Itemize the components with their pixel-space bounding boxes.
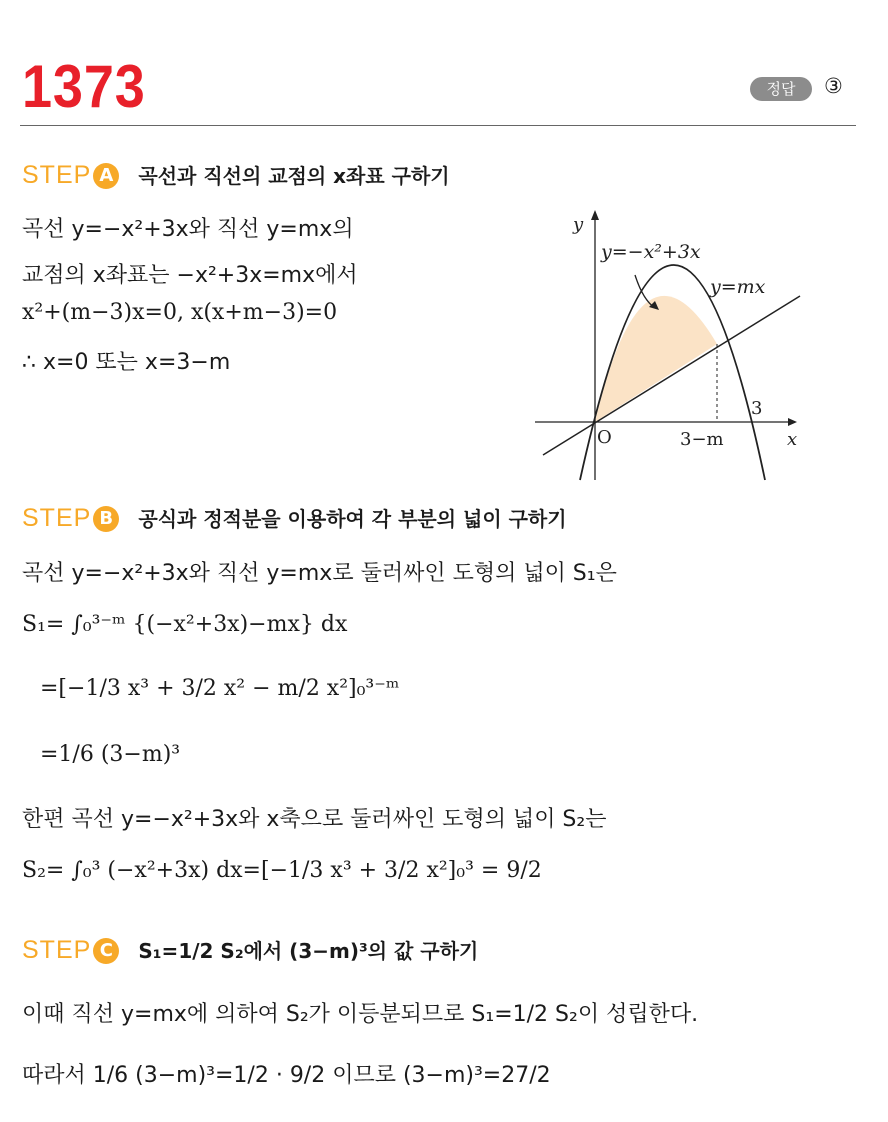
problem-number: 1373 — [22, 53, 146, 120]
step-c-header — [22, 935, 478, 965]
y-axis-label: y — [573, 214, 584, 235]
step-b-eq-3: =1/6 (3−m)³ — [40, 742, 181, 767]
step-c-line-1: 이때 직선 y=mx에 의하여 S₂가 이등분되므로 S₁=1/2 S₂이 성립한다. — [22, 1002, 699, 1027]
step-a-line-1: 곡선 y=−x²+3x와 직선 y=mx의 — [22, 217, 354, 242]
step-c-title: S₁=1/2 S₂에서 (3−m)³의 값 구하기 — [138, 939, 479, 963]
step-b-badge: B — [93, 506, 119, 532]
step-a-badge: A — [93, 163, 119, 189]
step-a-title: 곡선과 직선의 교점의 x좌표 구하기 — [138, 164, 450, 188]
step-a-line-4: ∴ x=0 또는 x=3−m — [22, 350, 231, 375]
step-b-header — [22, 503, 567, 533]
parabola-line-graph — [525, 200, 825, 485]
tick-3-label: 3 — [751, 398, 763, 419]
step-label: STEP — [22, 504, 92, 532]
x-axis-arrow — [788, 418, 797, 426]
step-b-eq-2: =[−1/3 x³ + 3/2 x² − m/2 x²]₀³⁻ᵐ — [40, 676, 400, 701]
step-label: STEP — [22, 936, 92, 964]
curve-label: y=−x²+3x — [601, 241, 701, 263]
step-b-eq-4: S₂= ∫₀³ (−x²+3x) dx=[−1/3 x³ + 3/2 x²]₀³ = 9/2 — [22, 858, 542, 883]
answer-value: ③ — [824, 74, 843, 98]
step-a-line-3: x²+(m−3)x=0, x(x+m−3)=0 — [22, 300, 338, 325]
line-label: y=mx — [710, 276, 766, 298]
step-a-line-2: 교점의 x좌표는 −x²+3x=mx에서 — [22, 263, 358, 288]
step-c-badge: C — [93, 938, 119, 964]
header-divider — [20, 125, 856, 126]
y-axis-arrow — [591, 210, 599, 220]
x-axis-label: x — [787, 429, 798, 450]
origin-label: O — [597, 427, 612, 448]
answer-badge: 정답 — [750, 77, 812, 101]
step-label: STEP — [22, 161, 92, 189]
step-c-line-2: 따라서 1/6 (3−m)³=1/2 · 9/2 이므로 (3−m)³=27/2 — [22, 1063, 551, 1088]
tick-3m-label: 3−m — [680, 429, 724, 450]
step-a-header — [22, 160, 450, 190]
step-b-title: 공식과 정적분을 이용하여 각 부분의 넓이 구하기 — [138, 507, 567, 531]
step-b-line-2: 한편 곡선 y=−x²+3x와 x축으로 둘러싸인 도형의 넓이 S₂는 — [22, 807, 607, 832]
step-b-intro: 곡선 y=−x²+3x와 직선 y=mx로 둘러싸인 도형의 넓이 S₁은 — [22, 561, 617, 586]
step-b-eq-1: S₁= ∫₀³⁻ᵐ {(−x²+3x)−mx} dx — [22, 612, 348, 637]
